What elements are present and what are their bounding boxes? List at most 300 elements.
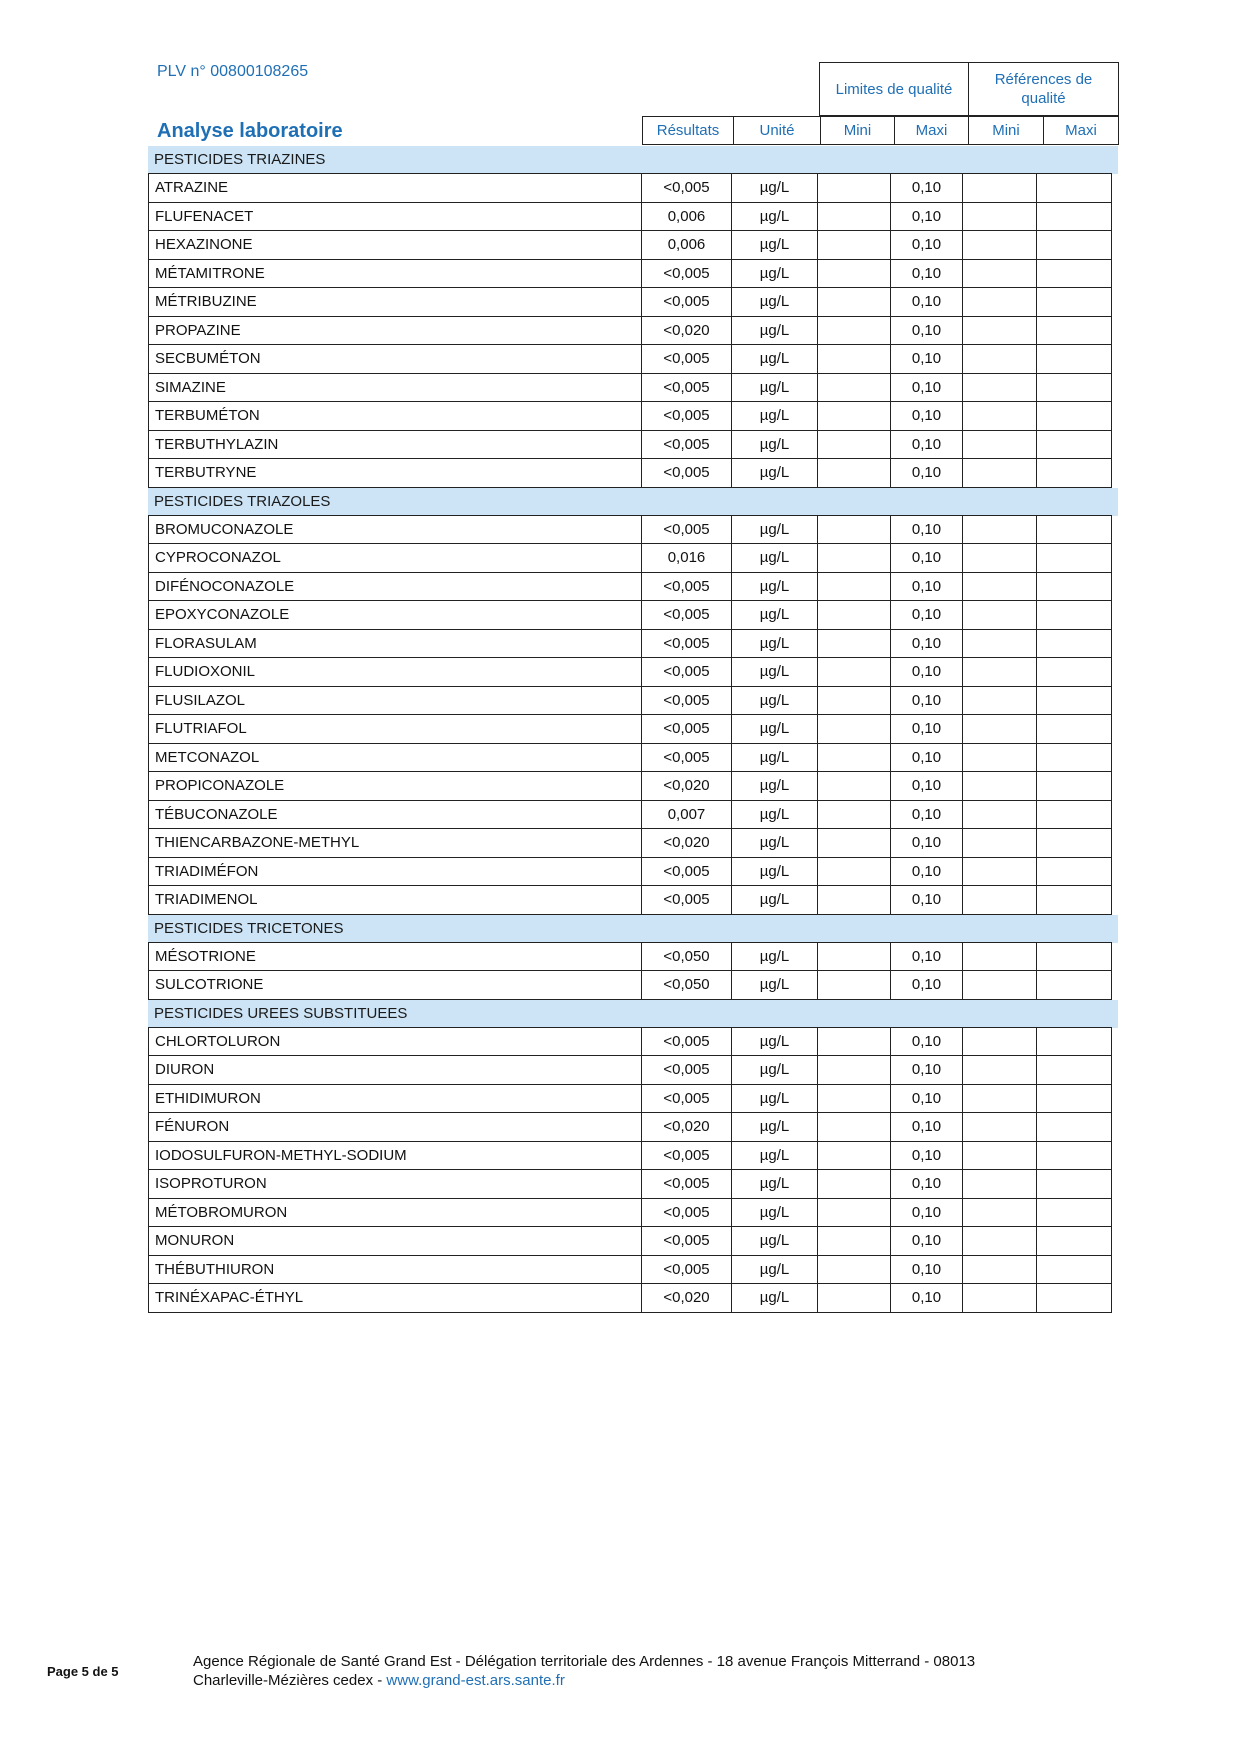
- reference-maxi-value: [1036, 373, 1112, 403]
- result-value: <0,005: [641, 657, 732, 687]
- page-number: Page 5 de 5: [47, 1664, 119, 1679]
- reference-mini-value: [962, 1283, 1037, 1313]
- reference-maxi-value: [1036, 1169, 1112, 1199]
- parameter-name: TRINÉXAPAC-ÉTHYL: [148, 1283, 642, 1313]
- limit-mini-value: [817, 828, 891, 858]
- reference-maxi-value: [1036, 458, 1112, 488]
- parameter-name: DIURON: [148, 1055, 642, 1085]
- parameter-name: CYPROCONAZOL: [148, 543, 642, 573]
- limit-maxi-value: 0,10: [890, 401, 963, 431]
- references-qualite-header: Références de qualité: [968, 62, 1119, 116]
- result-value: <0,005: [641, 515, 732, 545]
- unit-value: µg/L: [731, 316, 818, 346]
- table-row: [148, 1142, 1118, 1171]
- reference-mini-value: [962, 1027, 1037, 1057]
- reference-mini-value: [962, 657, 1037, 687]
- parameter-name: BROMUCONAZOLE: [148, 515, 642, 545]
- result-value: <0,005: [641, 714, 732, 744]
- unit-value: µg/L: [731, 885, 818, 915]
- limit-maxi-value: 0,10: [890, 657, 963, 687]
- parameter-name: MÉTRIBUZINE: [148, 287, 642, 317]
- reference-maxi-value: [1036, 657, 1112, 687]
- limit-maxi-value: 0,10: [890, 344, 963, 374]
- unit-value: µg/L: [731, 657, 818, 687]
- parameter-name: DIFÉNOCONAZOLE: [148, 572, 642, 602]
- limit-mini-value: [817, 259, 891, 289]
- reference-mini-value: [962, 287, 1037, 317]
- unit-value: µg/L: [731, 1141, 818, 1171]
- result-value: <0,005: [641, 1226, 732, 1256]
- unit-value: µg/L: [731, 743, 818, 773]
- plv-number: PLV n° 00800108265: [157, 63, 309, 80]
- limit-mini-value: [817, 401, 891, 431]
- table-row: [148, 971, 1118, 1000]
- limit-maxi-value: 0,10: [890, 572, 963, 602]
- limit-maxi-value: 0,10: [890, 259, 963, 289]
- limit-mini-value: [817, 657, 891, 687]
- limit-maxi-value: 0,10: [890, 1112, 963, 1142]
- parameter-name: MÉSOTRIONE: [148, 942, 642, 972]
- limit-mini-value: [817, 202, 891, 232]
- unit-value: µg/L: [731, 430, 818, 460]
- reference-mini-value: [962, 771, 1037, 801]
- limit-mini-value: [817, 572, 891, 602]
- result-value: 0,007: [641, 800, 732, 830]
- reference-maxi-value: [1036, 686, 1112, 716]
- reference-maxi-value: [1036, 800, 1112, 830]
- reference-maxi-value: [1036, 970, 1112, 1000]
- result-value: <0,005: [641, 173, 732, 203]
- footer-website-link[interactable]: www.grand-est.ars.sante.fr: [386, 1672, 565, 1689]
- limit-maxi-value: 0,10: [890, 1283, 963, 1313]
- limit-maxi-value: 0,10: [890, 230, 963, 260]
- reference-maxi-value: [1036, 942, 1112, 972]
- result-value: <0,005: [641, 458, 732, 488]
- reference-maxi-value: [1036, 743, 1112, 773]
- table-row: [148, 943, 1118, 972]
- unit-value: µg/L: [731, 344, 818, 374]
- unit-value: µg/L: [731, 970, 818, 1000]
- limit-mini-value: [817, 885, 891, 915]
- table-row: [148, 516, 1118, 545]
- section-header: PESTICIDES TRIAZINES: [148, 146, 1118, 174]
- table-row: [148, 260, 1118, 289]
- table-row: [148, 1113, 1118, 1142]
- reference-maxi-value: [1036, 857, 1112, 887]
- parameter-name: FLUTRIAFOL: [148, 714, 642, 744]
- table-row: [148, 1028, 1118, 1057]
- result-value: <0,005: [641, 259, 732, 289]
- page-title: Analyse laboratoire: [157, 120, 343, 142]
- parameter-name: SECBUMÉTON: [148, 344, 642, 374]
- limit-mini-value: [817, 373, 891, 403]
- unit-value: µg/L: [731, 543, 818, 573]
- limit-maxi-value: 0,10: [890, 857, 963, 887]
- table-row: [148, 858, 1118, 887]
- footer-address-line2: [193, 1671, 975, 1690]
- limit-mini-value: [817, 173, 891, 203]
- reference-maxi-value: [1036, 316, 1112, 346]
- section-header: PESTICIDES TRICETONES: [148, 915, 1118, 943]
- limit-maxi-value: 0,10: [890, 430, 963, 460]
- result-value: 0,006: [641, 202, 732, 232]
- unit-value: µg/L: [731, 1084, 818, 1114]
- section-header: PESTICIDES TRIAZOLES: [148, 488, 1118, 516]
- reference-mini-value: [962, 1141, 1037, 1171]
- limit-mini-value: [817, 543, 891, 573]
- reference-mini-value: [962, 543, 1037, 573]
- parameter-name: TERBUTRYNE: [148, 458, 642, 488]
- limit-maxi-value: 0,10: [890, 316, 963, 346]
- reference-maxi-value: [1036, 1283, 1112, 1313]
- limit-mini-value: [817, 1027, 891, 1057]
- unit-value: µg/L: [731, 230, 818, 260]
- unit-value: µg/L: [731, 373, 818, 403]
- reference-maxi-value: [1036, 287, 1112, 317]
- limit-maxi-value: 0,10: [890, 515, 963, 545]
- reference-maxi-value: [1036, 173, 1112, 203]
- result-value: <0,005: [641, 1055, 732, 1085]
- limit-mini-value: [817, 942, 891, 972]
- reference-maxi-value: [1036, 771, 1112, 801]
- parameter-name: ISOPROTURON: [148, 1169, 642, 1199]
- reference-maxi-value: [1036, 714, 1112, 744]
- limit-maxi-value: 0,10: [890, 458, 963, 488]
- reference-mini-value: [962, 600, 1037, 630]
- reference-mini-value: [962, 430, 1037, 460]
- table-row: [148, 715, 1118, 744]
- unit-value: µg/L: [731, 1255, 818, 1285]
- table-row: [148, 1199, 1118, 1228]
- limit-mini-value: [817, 1055, 891, 1085]
- reference-maxi-value: [1036, 1027, 1112, 1057]
- reference-mini-value: [962, 1055, 1037, 1085]
- unit-value: µg/L: [731, 401, 818, 431]
- unit-value: µg/L: [731, 202, 818, 232]
- parameter-name: FLUDIOXONIL: [148, 657, 642, 687]
- result-value: <0,020: [641, 1112, 732, 1142]
- result-value: <0,050: [641, 970, 732, 1000]
- reference-mini-value: [962, 970, 1037, 1000]
- table-row: [148, 374, 1118, 403]
- limit-maxi-value: 0,10: [890, 743, 963, 773]
- table-row: [148, 601, 1118, 630]
- limit-mini-value: [817, 1112, 891, 1142]
- parameter-name: CHLORTOLURON: [148, 1027, 642, 1057]
- col-reference-maxi: Maxi: [1043, 116, 1119, 145]
- unit-value: µg/L: [731, 1112, 818, 1142]
- reference-mini-value: [962, 800, 1037, 830]
- unit-value: µg/L: [731, 686, 818, 716]
- reference-mini-value: [962, 1226, 1037, 1256]
- reference-maxi-value: [1036, 885, 1112, 915]
- table-row: [148, 402, 1118, 431]
- reference-mini-value: [962, 714, 1037, 744]
- result-value: <0,005: [641, 600, 732, 630]
- parameter-name: FLUFENACET: [148, 202, 642, 232]
- limit-mini-value: [817, 714, 891, 744]
- col-limite-maxi: Maxi: [894, 116, 969, 145]
- parameter-name: FÉNURON: [148, 1112, 642, 1142]
- limit-maxi-value: 0,10: [890, 543, 963, 573]
- table-row: [148, 1170, 1118, 1199]
- parameter-name: MÉTOBROMURON: [148, 1198, 642, 1228]
- limit-maxi-value: 0,10: [890, 287, 963, 317]
- unit-value: µg/L: [731, 714, 818, 744]
- reference-maxi-value: [1036, 344, 1112, 374]
- result-value: <0,005: [641, 344, 732, 374]
- unit-value: µg/L: [731, 828, 818, 858]
- unit-value: µg/L: [731, 857, 818, 887]
- limit-mini-value: [817, 1141, 891, 1171]
- table-row: [148, 288, 1118, 317]
- reference-maxi-value: [1036, 1141, 1112, 1171]
- table-row: [148, 231, 1118, 260]
- parameter-name: EPOXYCONAZOLE: [148, 600, 642, 630]
- reference-maxi-value: [1036, 828, 1112, 858]
- unit-value: µg/L: [731, 259, 818, 289]
- reference-mini-value: [962, 686, 1037, 716]
- table-row: [148, 1227, 1118, 1256]
- limit-maxi-value: 0,10: [890, 686, 963, 716]
- unit-value: µg/L: [731, 287, 818, 317]
- result-value: <0,020: [641, 316, 732, 346]
- table-row: [148, 630, 1118, 659]
- result-value: <0,050: [641, 942, 732, 972]
- result-value: <0,005: [641, 1169, 732, 1199]
- limit-maxi-value: 0,10: [890, 1198, 963, 1228]
- reference-maxi-value: [1036, 515, 1112, 545]
- limit-maxi-value: 0,10: [890, 173, 963, 203]
- limit-mini-value: [817, 1084, 891, 1114]
- parameter-name: PROPICONAZOLE: [148, 771, 642, 801]
- limit-mini-value: [817, 743, 891, 773]
- result-value: <0,005: [641, 401, 732, 431]
- unit-value: µg/L: [731, 600, 818, 630]
- table-row: [148, 687, 1118, 716]
- table-row: [148, 459, 1118, 488]
- col-resultats: Résultats: [642, 116, 734, 145]
- footer-address: [193, 1652, 975, 1690]
- limit-maxi-value: 0,10: [890, 828, 963, 858]
- limit-maxi-value: 0,10: [890, 1226, 963, 1256]
- limit-maxi-value: 0,10: [890, 1255, 963, 1285]
- result-value: 0,006: [641, 230, 732, 260]
- limit-mini-value: [817, 430, 891, 460]
- reference-mini-value: [962, 202, 1037, 232]
- unit-value: µg/L: [731, 771, 818, 801]
- result-value: <0,005: [641, 430, 732, 460]
- limit-maxi-value: 0,10: [890, 942, 963, 972]
- result-value: <0,005: [641, 572, 732, 602]
- limit-maxi-value: 0,10: [890, 1084, 963, 1114]
- limit-maxi-value: 0,10: [890, 970, 963, 1000]
- table-row: [148, 744, 1118, 773]
- reference-mini-value: [962, 344, 1037, 374]
- parameter-name: MÉTAMITRONE: [148, 259, 642, 289]
- limit-mini-value: [817, 1255, 891, 1285]
- reference-mini-value: [962, 885, 1037, 915]
- parameter-name: THIENCARBAZONE-METHYL: [148, 828, 642, 858]
- table-row: [148, 431, 1118, 460]
- footer-city: Charleville-Mézières cedex -: [193, 1672, 387, 1689]
- unit-value: µg/L: [731, 572, 818, 602]
- table-row: [148, 1056, 1118, 1085]
- table-row: [148, 1284, 1118, 1313]
- section-header: PESTICIDES UREES SUBSTITUEES: [148, 1000, 1118, 1028]
- col-limite-mini: Mini: [820, 116, 895, 145]
- result-value: <0,005: [641, 373, 732, 403]
- parameter-name: FLUSILAZOL: [148, 686, 642, 716]
- result-value: <0,005: [641, 287, 732, 317]
- limit-maxi-value: 0,10: [890, 1169, 963, 1199]
- table-row: [148, 829, 1118, 858]
- unit-value: µg/L: [731, 1055, 818, 1085]
- reference-maxi-value: [1036, 430, 1112, 460]
- reference-maxi-value: [1036, 1055, 1112, 1085]
- result-value: <0,005: [641, 743, 732, 773]
- result-value: <0,020: [641, 771, 732, 801]
- results-table: [148, 146, 1118, 1313]
- result-value: <0,005: [641, 1141, 732, 1171]
- limit-maxi-value: 0,10: [890, 202, 963, 232]
- unit-value: µg/L: [731, 173, 818, 203]
- parameter-name: MONURON: [148, 1226, 642, 1256]
- parameter-name: TERBUTHYLAZIN: [148, 430, 642, 460]
- parameter-name: ATRAZINE: [148, 173, 642, 203]
- reference-mini-value: [962, 316, 1037, 346]
- parameter-name: THÉBUTHIURON: [148, 1255, 642, 1285]
- reference-maxi-value: [1036, 1226, 1112, 1256]
- table-row: [148, 772, 1118, 801]
- table-row: [148, 317, 1118, 346]
- limit-mini-value: [817, 458, 891, 488]
- reference-maxi-value: [1036, 1255, 1112, 1285]
- result-value: <0,020: [641, 1283, 732, 1313]
- parameter-name: HEXAZINONE: [148, 230, 642, 260]
- parameter-name: PROPAZINE: [148, 316, 642, 346]
- parameter-name: TÉBUCONAZOLE: [148, 800, 642, 830]
- limit-maxi-value: 0,10: [890, 1027, 963, 1057]
- result-value: <0,005: [641, 1084, 732, 1114]
- result-value: <0,005: [641, 1027, 732, 1057]
- result-value: <0,005: [641, 1255, 732, 1285]
- limit-mini-value: [817, 857, 891, 887]
- reference-mini-value: [962, 515, 1037, 545]
- limit-mini-value: [817, 800, 891, 830]
- limit-mini-value: [817, 230, 891, 260]
- reference-maxi-value: [1036, 572, 1112, 602]
- limit-maxi-value: 0,10: [890, 373, 963, 403]
- reference-mini-value: [962, 1112, 1037, 1142]
- limit-mini-value: [817, 316, 891, 346]
- limit-mini-value: [817, 1198, 891, 1228]
- reference-mini-value: [962, 1198, 1037, 1228]
- reference-mini-value: [962, 1169, 1037, 1199]
- table-row: [148, 658, 1118, 687]
- reference-mini-value: [962, 173, 1037, 203]
- parameter-name: METCONAZOL: [148, 743, 642, 773]
- unit-value: µg/L: [731, 1027, 818, 1057]
- table-row: [148, 345, 1118, 374]
- reference-mini-value: [962, 1255, 1037, 1285]
- reference-maxi-value: [1036, 629, 1112, 659]
- reference-maxi-value: [1036, 1084, 1112, 1114]
- reference-maxi-value: [1036, 401, 1112, 431]
- limit-mini-value: [817, 287, 891, 317]
- limit-maxi-value: 0,10: [890, 714, 963, 744]
- limit-maxi-value: 0,10: [890, 885, 963, 915]
- limit-maxi-value: 0,10: [890, 600, 963, 630]
- table-row: [148, 573, 1118, 602]
- reference-mini-value: [962, 1084, 1037, 1114]
- result-value: <0,005: [641, 857, 732, 887]
- limit-mini-value: [817, 1283, 891, 1313]
- limit-maxi-value: 0,10: [890, 1141, 963, 1171]
- parameter-name: SIMAZINE: [148, 373, 642, 403]
- reference-mini-value: [962, 230, 1037, 260]
- footer-address-line1: Agence Régionale de Santé Grand Est - Délégation territoriale des Ardennes - 18 avenue François Mitterrand - 08013: [193, 1653, 976, 1670]
- reference-mini-value: [962, 373, 1037, 403]
- reference-maxi-value: [1036, 1198, 1112, 1228]
- limit-mini-value: [817, 1169, 891, 1199]
- limit-maxi-value: 0,10: [890, 1055, 963, 1085]
- parameter-name: ETHIDIMURON: [148, 1084, 642, 1114]
- parameter-name: TERBUMÉTON: [148, 401, 642, 431]
- reference-mini-value: [962, 572, 1037, 602]
- result-value: <0,005: [641, 1198, 732, 1228]
- parameter-name: TRIADIMÉFON: [148, 857, 642, 887]
- col-unite: Unité: [733, 116, 821, 145]
- limit-maxi-value: 0,10: [890, 800, 963, 830]
- limit-mini-value: [817, 629, 891, 659]
- reference-maxi-value: [1036, 259, 1112, 289]
- reference-mini-value: [962, 401, 1037, 431]
- limit-mini-value: [817, 1226, 891, 1256]
- reference-mini-value: [962, 743, 1037, 773]
- unit-value: µg/L: [731, 1169, 818, 1199]
- parameter-name: SULCOTRIONE: [148, 970, 642, 1000]
- reference-mini-value: [962, 828, 1037, 858]
- unit-value: µg/L: [731, 629, 818, 659]
- table-row: [148, 1085, 1118, 1114]
- result-value: <0,005: [641, 629, 732, 659]
- limit-mini-value: [817, 970, 891, 1000]
- result-value: 0,016: [641, 543, 732, 573]
- reference-maxi-value: [1036, 230, 1112, 260]
- parameter-name: TRIADIMENOL: [148, 885, 642, 915]
- reference-mini-value: [962, 942, 1037, 972]
- unit-value: µg/L: [731, 1198, 818, 1228]
- table-row: [148, 544, 1118, 573]
- limit-mini-value: [817, 600, 891, 630]
- col-reference-mini: Mini: [968, 116, 1044, 145]
- limit-maxi-value: 0,10: [890, 629, 963, 659]
- limit-mini-value: [817, 771, 891, 801]
- table-row: [148, 203, 1118, 232]
- reference-mini-value: [962, 629, 1037, 659]
- table-row: [148, 886, 1118, 915]
- table-row: [148, 801, 1118, 830]
- parameter-name: IODOSULFURON-METHYL-SODIUM: [148, 1141, 642, 1171]
- table-row: [148, 174, 1118, 203]
- result-value: <0,005: [641, 686, 732, 716]
- reference-mini-value: [962, 458, 1037, 488]
- reference-maxi-value: [1036, 600, 1112, 630]
- unit-value: µg/L: [731, 942, 818, 972]
- result-value: <0,005: [641, 885, 732, 915]
- result-value: <0,020: [641, 828, 732, 858]
